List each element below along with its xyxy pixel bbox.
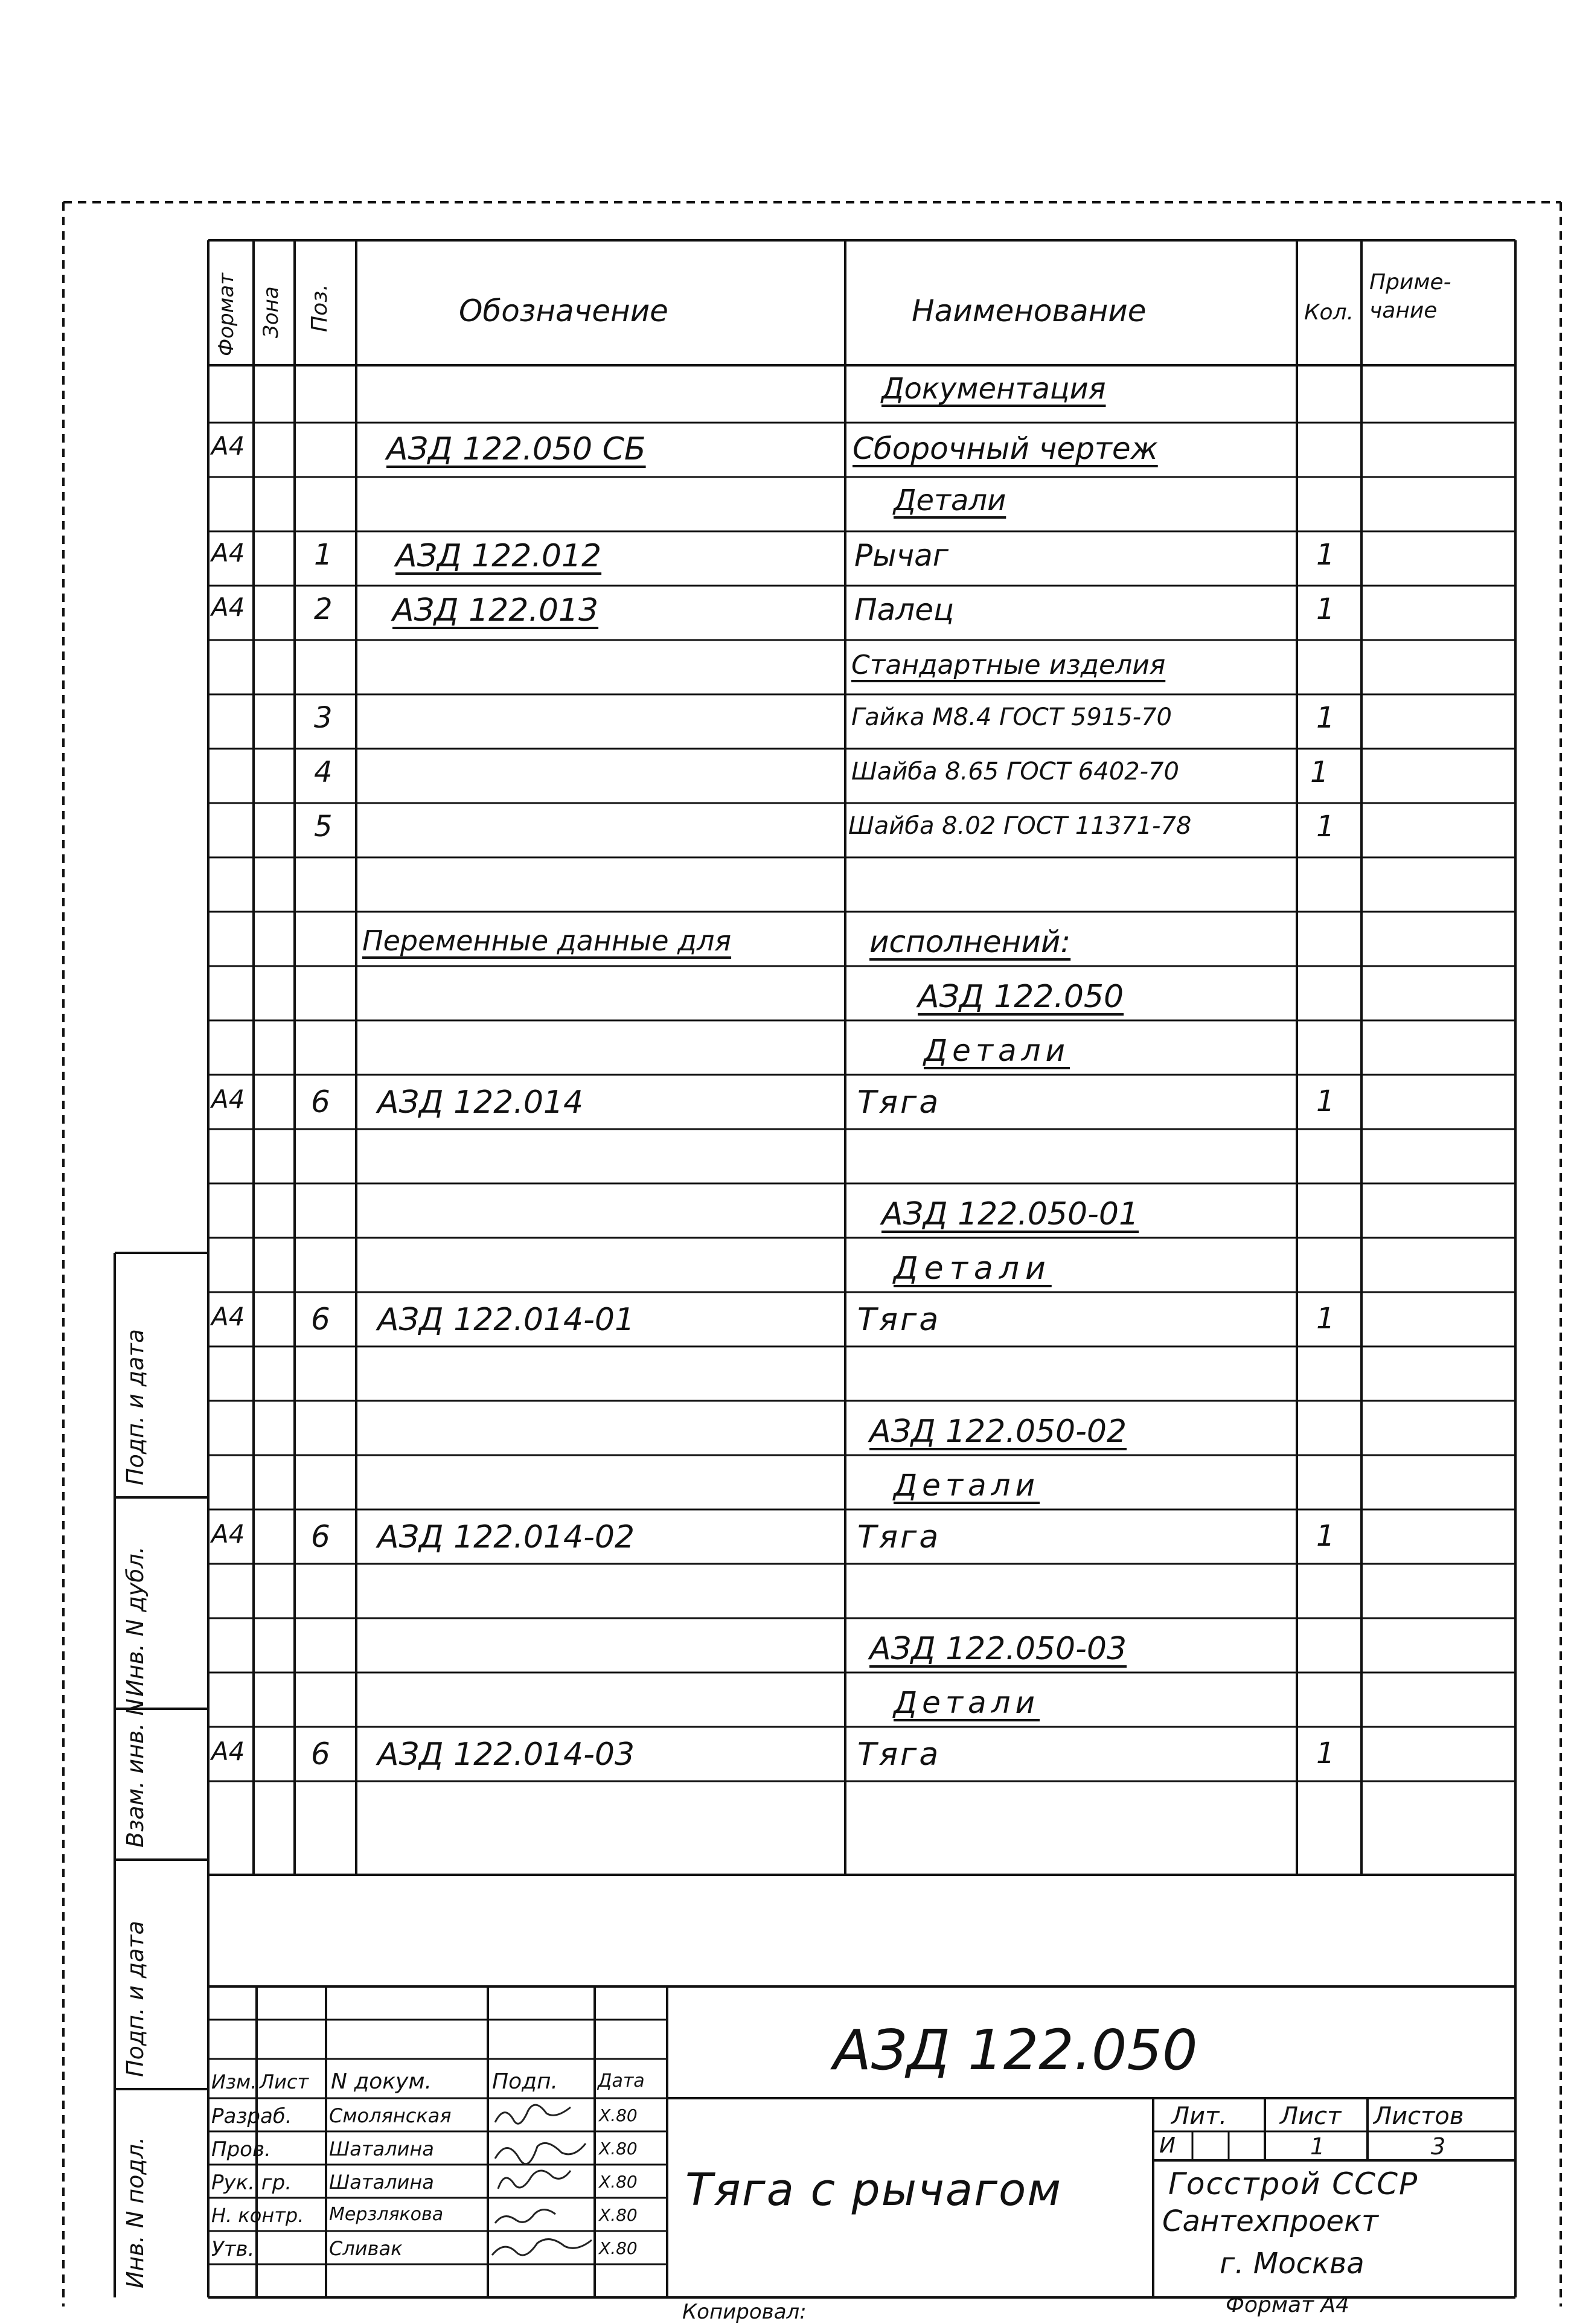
sheets-label: Листов (1374, 2102, 1464, 2130)
header-note: Приме- чание (1369, 270, 1451, 323)
row-designation: АЗД 122.014-02 (377, 1519, 635, 1555)
row-name: АЗД 122.050-02 (869, 1413, 1127, 1450)
row-format: А4 (211, 1519, 245, 1549)
row-name: Тяга (857, 1519, 941, 1555)
row-name: Тяга (857, 1737, 941, 1773)
row-format: А4 (211, 1737, 245, 1766)
row-designation: АЗД 122.013 (392, 592, 599, 629)
row-pos: 6 (311, 1737, 330, 1772)
table-row: Документация (881, 372, 1106, 406)
org-line-1: Госстрой СССР (1168, 2166, 1419, 2201)
sheet-format: Формат А4 (1226, 2293, 1350, 2317)
row-qty: 1 (1316, 810, 1335, 843)
header-designation: Обозначение (459, 293, 668, 328)
row-name: Детали (894, 484, 1006, 517)
person-group-head: Шаталина (329, 2171, 434, 2194)
row-designation: АЗД 122.050 СБ (386, 431, 646, 467)
org-line-2: Сантехпроект (1162, 2204, 1378, 2238)
person-developer: Смолянская (329, 2104, 452, 2127)
role-checker: Пров. (211, 2137, 271, 2162)
row-designation: АЗД 122.014 (377, 1084, 584, 1121)
row-format: А4 (211, 431, 245, 461)
row-name: Сборочный чертеж (853, 431, 1158, 466)
sheet-label: Лист (1280, 2102, 1342, 2130)
header-pos: Поз. (307, 284, 332, 332)
row-pos: 5 (314, 810, 333, 843)
row-qty: 1 (1316, 592, 1335, 626)
lit-value: И (1159, 2133, 1176, 2158)
date-checker: X.80 (599, 2139, 638, 2159)
document-title: Тяга с рычагом (685, 2164, 1063, 2216)
role-developer: Разраб. (211, 2104, 292, 2128)
row-name: Шайба 8.02 ГОСТ 11371-78 (848, 812, 1192, 840)
row-pos: 6 (311, 1084, 330, 1119)
header-format: Формат (214, 273, 238, 356)
row-name: Тяга (857, 1084, 941, 1121)
row-name: Стандартные изделия (851, 650, 1166, 680)
copied-by: Копировал: (682, 2300, 807, 2324)
row-name: Рычаг (854, 538, 949, 573)
row-qty: 1 (1316, 1302, 1335, 1336)
row-qty: 1 (1316, 1084, 1335, 1118)
row-name: АЗД 122.050 (918, 979, 1124, 1015)
row-pos: 6 (311, 1302, 330, 1337)
row-pos: 1 (314, 538, 333, 572)
sheets-value: 3 (1431, 2133, 1446, 2160)
row-name: Тяга (857, 1302, 941, 1338)
header-qty: Кол. (1304, 300, 1354, 325)
side-inv-dup: Инв. N дубл. (122, 1546, 149, 1697)
doc-number: АЗД 122.050 (833, 2018, 1198, 2082)
lit-label: Лит. (1171, 2102, 1227, 2130)
row-qty: 1 (1316, 1737, 1335, 1770)
col-header-change: Изм. (211, 2070, 257, 2093)
row-qty: 1 (1316, 538, 1335, 572)
header-name: Наименование (912, 293, 1147, 328)
role-approved: Утв. (211, 2237, 255, 2261)
side-sign-date-2: Подп. и дата (122, 1329, 149, 1485)
col-header-sheet: Лист (260, 2070, 309, 2093)
date-group-head: X.80 (599, 2172, 638, 2192)
col-header-sign: Подп. (492, 2069, 558, 2094)
row-qty: 1 (1316, 1519, 1335, 1553)
row-name: Детали (894, 1468, 1040, 1503)
row-format: А4 (211, 1084, 245, 1114)
row-name: Шайба 8.65 ГОСТ 6402-70 (851, 758, 1179, 786)
side-sign-date-1: Подп. и дата (122, 1921, 149, 2077)
row-format: А4 (211, 1302, 245, 1331)
row-pos: 3 (314, 701, 333, 735)
side-inv-orig: Инв. N подл. (122, 2136, 149, 2288)
row-pos: 4 (314, 755, 333, 789)
row-name: Детали (894, 1685, 1040, 1720)
row-qty: 1 (1310, 755, 1329, 789)
person-norm-control: Мерзлякова (329, 2204, 444, 2225)
row-pos: 6 (311, 1519, 330, 1554)
org-line-3: г. Москва (1220, 2247, 1364, 2281)
row-qty: 1 (1316, 701, 1335, 735)
role-group-head: Рук. гр. (211, 2171, 292, 2195)
side-replace-inv: Взам. инв. N (122, 1698, 149, 1848)
row-format: А4 (211, 592, 245, 622)
person-approved: Сливак (329, 2237, 403, 2260)
row-name: исполнений: (869, 924, 1071, 959)
role-norm-control: Н. контр. (211, 2204, 304, 2227)
row-pos: 2 (314, 592, 333, 626)
row-designation: АЗД 122.014-03 (377, 1737, 635, 1773)
row-designation: Переменные данные для (362, 924, 732, 957)
header-zone: Зона (259, 286, 283, 338)
row-name: АЗД 122.050-01 (881, 1196, 1139, 1232)
date-norm-control: X.80 (599, 2205, 638, 2225)
row-format: А4 (211, 538, 245, 568)
row-name: Палец (854, 592, 954, 627)
row-name: АЗД 122.050-03 (869, 1631, 1127, 1667)
person-checker: Шаталина (329, 2137, 434, 2160)
row-name: Гайка М8.4 ГОСТ 5915-70 (851, 703, 1172, 731)
date-approved: X.80 (599, 2238, 638, 2258)
row-name: Детали (924, 1033, 1070, 1068)
sheet-value: 1 (1310, 2133, 1325, 2160)
row-designation: АЗД 122.012 (395, 538, 602, 574)
col-header-date: Дата (598, 2070, 645, 2092)
row-name: Детали (894, 1250, 1052, 1287)
date-developer: X.80 (599, 2105, 638, 2125)
col-header-docnum: N докум. (331, 2069, 432, 2094)
row-designation: АЗД 122.014-01 (377, 1302, 635, 1338)
